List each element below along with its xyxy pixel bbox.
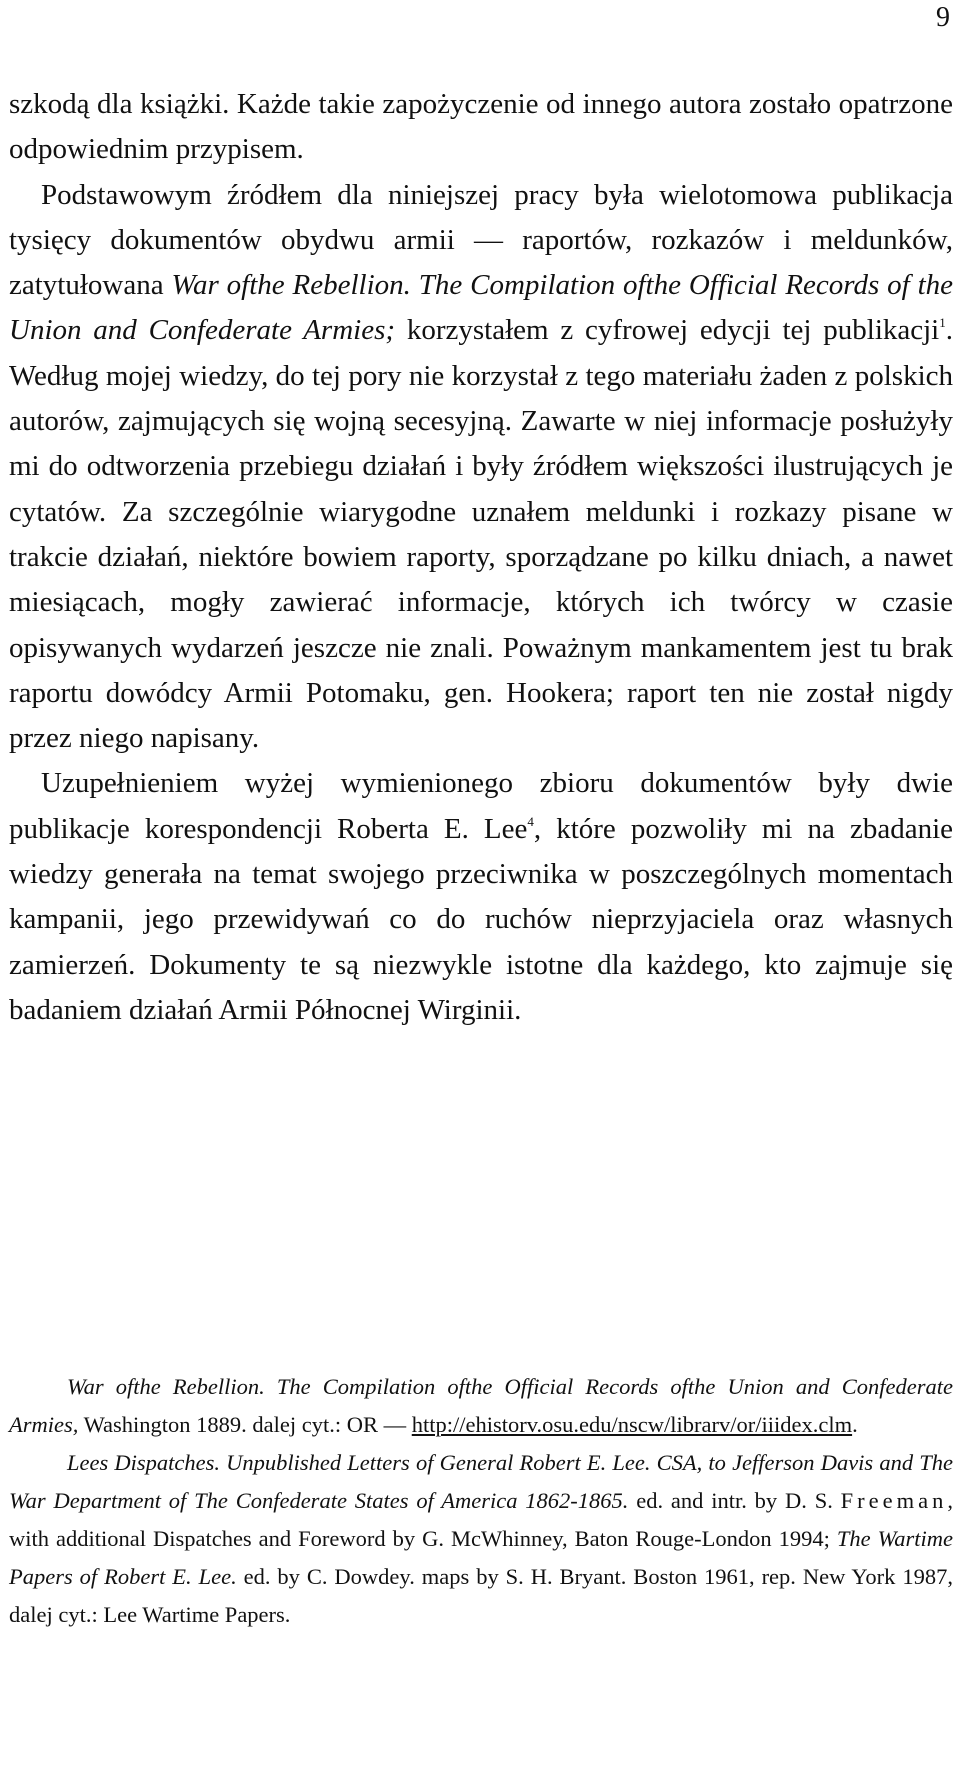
footnote-2-text-b: , with additional Dispatches and Foreword by G. McWhinney, Baton Rouge-London 1994; — [9, 1488, 953, 1551]
footnotes — [9, 1368, 953, 1634]
footnote-2-author-spaced: Freeman — [840, 1488, 948, 1513]
paragraph-2-text-b: korzystałem z cyfrowej edycji tej publikacji — [395, 314, 940, 347]
footnote-ref-4: 4 — [527, 813, 534, 829]
footnote-2-text-a: ed. and intr. by D. S. — [628, 1488, 841, 1513]
paragraph-3-text-b: , które pozwoliły mi na zbadanie wiedzy generała na temat swojego przeciwnika w poszczególnych momentach kampanii, jego przewidywań co do ruchów nieprzyjaciela oraz własnych zamierzeń. Dokumenty te są niezwykle istotne dla każdego, kto zajmuje się badaniem działań Armii Północnej Wirginii. — [9, 812, 953, 1026]
footnote-1-text-a: Washington 1889. dalej cyt.: OR — — [78, 1412, 412, 1437]
footnote-2 — [9, 1444, 953, 1634]
paragraph-2 — [9, 173, 953, 762]
paragraph-3 — [9, 761, 953, 1033]
main-text — [9, 82, 953, 1033]
footnote-2-title-2: The Wartime Papers of Robert E. Lee. — [9, 1526, 954, 1589]
paragraph-1-text: szkodą dla książki. Każde takie zapożyczenie od innego autora zostało opatrzone odpowiednim przypisem. — [9, 88, 953, 166]
footnote-2-text-c: ed. by C. Dowdey. maps by S. H. Bryant. Boston 1961, rep. New York 1987, dalej cyt.: Lee Wartime Papers. — [9, 1564, 953, 1627]
paragraph-2-text-a: Podstawowym źródłem dla niniejszej pracy była wielotomowa publikacja tysięcy dokumentów obydwu armii — raportów, rozkazów i meldunków, zatytułowana — [9, 178, 953, 302]
footnote-1-title: War ofthe Rebellion. The Compilation ofthe Official Records ofthe Union and Confederate Armies, — [9, 1374, 953, 1437]
footnote-2-title-1: Lees Dispatches. Unpublished Letters of General Robert E. Lee. CSA, to Jefferson Davis and The War Department of The Confederate States of America 1862-1865. — [9, 1450, 953, 1513]
footnote-1 — [9, 1368, 953, 1444]
paragraph-2-text-c: . Według mojej wiedzy, do tej pory nie korzystał z tego materiału żaden z polskich autorów, zajmujących się wojną secesyjną. Zawarte w niej informacje posłużyły mi do odtworzenia przebiegu działań i były źródłem większości ilustrujących je cytatów. Za szczególnie wiarygodne uznałem meldunki i rozkazy pisane w trakcie działań, niektóre bowiem raporty, sporządzane po kilku dniach, a nawet miesiącach, mogły zawierać informacje, których ich twórcy w czasie opisywanych wydarzeń jeszcze nie znali. Poważnym mankamentem jest tu brak raportu dowódcy Armii Potomaku, gen. Hookera; raport ten nie został nigdy przez niego napisany. — [9, 314, 953, 755]
footnote-1-text-b: . — [852, 1412, 858, 1437]
paragraph-1 — [9, 82, 953, 173]
footnote-1-link[interactable]: http://ehistorv.osu.edu/nscw/librarv/or/iiidex.clm — [411, 1412, 853, 1437]
war-of-rebellion-title: War ofthe Rebellion. The Compilation ofthe Official Records of the Union and Confederate Armies; — [9, 269, 954, 347]
footnote-ref-1: 1 — [939, 315, 946, 331]
page-number: 9 — [936, 2, 950, 33]
paragraph-3-text-a: Uzupełnieniem wyżej wymienionego zbioru dokumentów były dwie publikacje korespondencji Roberta E. Lee — [9, 767, 953, 845]
